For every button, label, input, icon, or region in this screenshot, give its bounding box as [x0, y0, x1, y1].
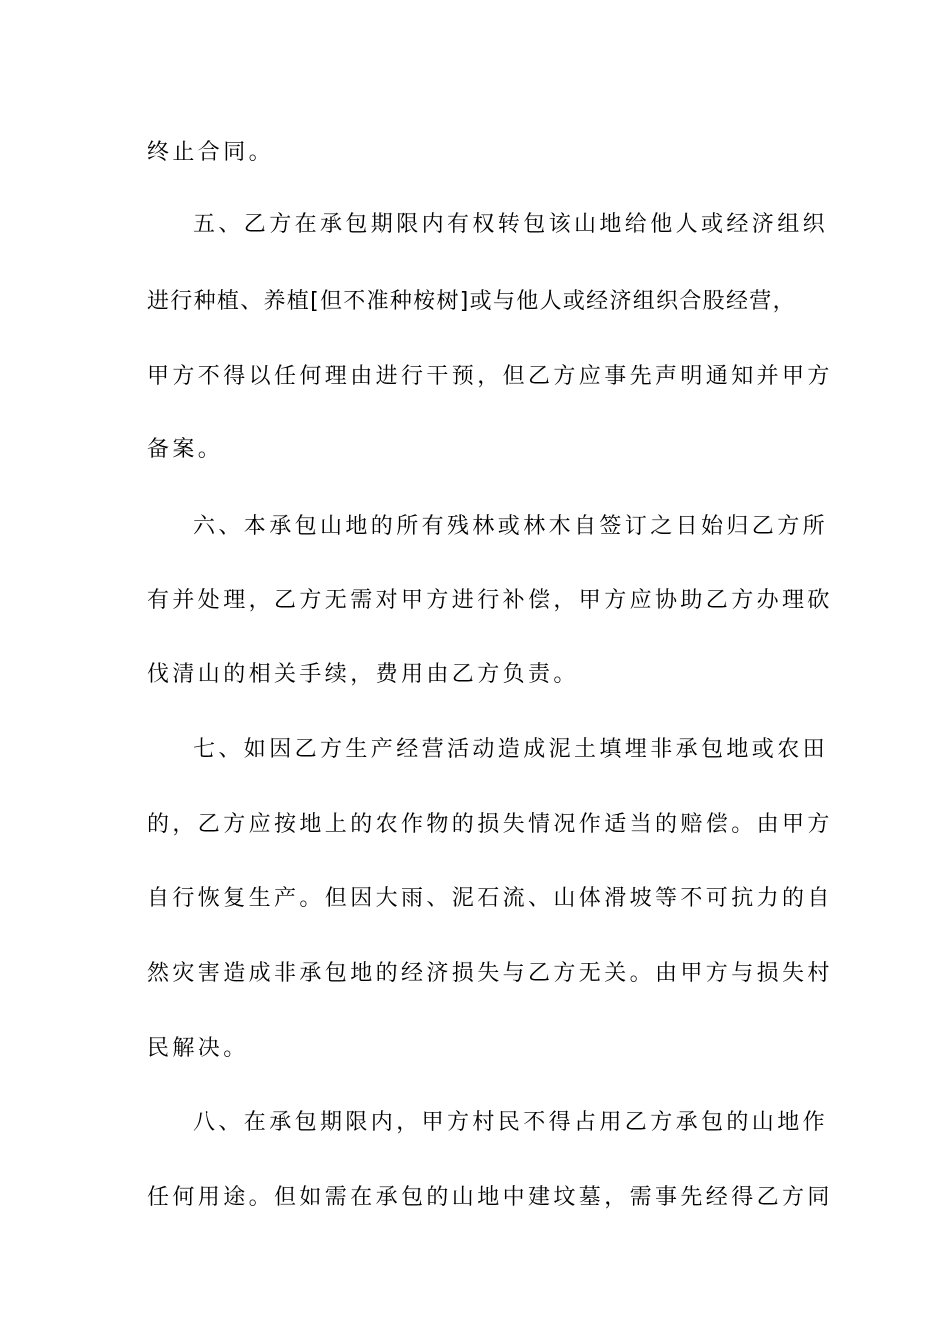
paragraph-line: 七、如因乙方生产经营活动造成泥土填埋非承包地或农田 [193, 737, 829, 762]
paragraph-line: 甲方不得以任何理由进行干预，但乙方应事先声明通知并甲方 [147, 364, 833, 389]
paragraph-line: 然灾害造成非承包地的经济损失与乙方无关。由甲方与损失村 [147, 961, 833, 986]
paragraph-line: 备案。 [147, 437, 224, 462]
paragraph-line: 的，乙方应按地上的农作物的损失情况作适当的赔偿。由甲方 [147, 812, 833, 837]
paragraph-line: 进行种植、养植[但不准种桉树]或与他人或经济组织合股经营， [147, 289, 796, 314]
paragraph-line: 终止合同。 [147, 140, 275, 165]
paragraph-line: 民解决。 [147, 1036, 249, 1061]
paragraph-line: 有并处理，乙方无需对甲方进行补偿，甲方应协助乙方办理砍 [147, 588, 833, 613]
paragraph-line: 六、本承包山地的所有残林或林木自签订之日始归乙方所 [193, 514, 829, 539]
paragraph-line: 五、乙方在承包期限内有权转包该山地给他人或经济组织 [193, 212, 829, 237]
paragraph-line: 自行恢复生产。但因大雨、泥石流、山体滑坡等不可抗力的自 [147, 886, 833, 911]
paragraph-line: 伐清山的相关手续，费用由乙方负责。 [147, 662, 579, 687]
paragraph-line: 任何用途。但如需在承包的山地中建坟墓，需事先经得乙方同 [147, 1185, 833, 1210]
paragraph-line: 八、在承包期限内，甲方村民不得占用乙方承包的山地作 [193, 1110, 829, 1135]
